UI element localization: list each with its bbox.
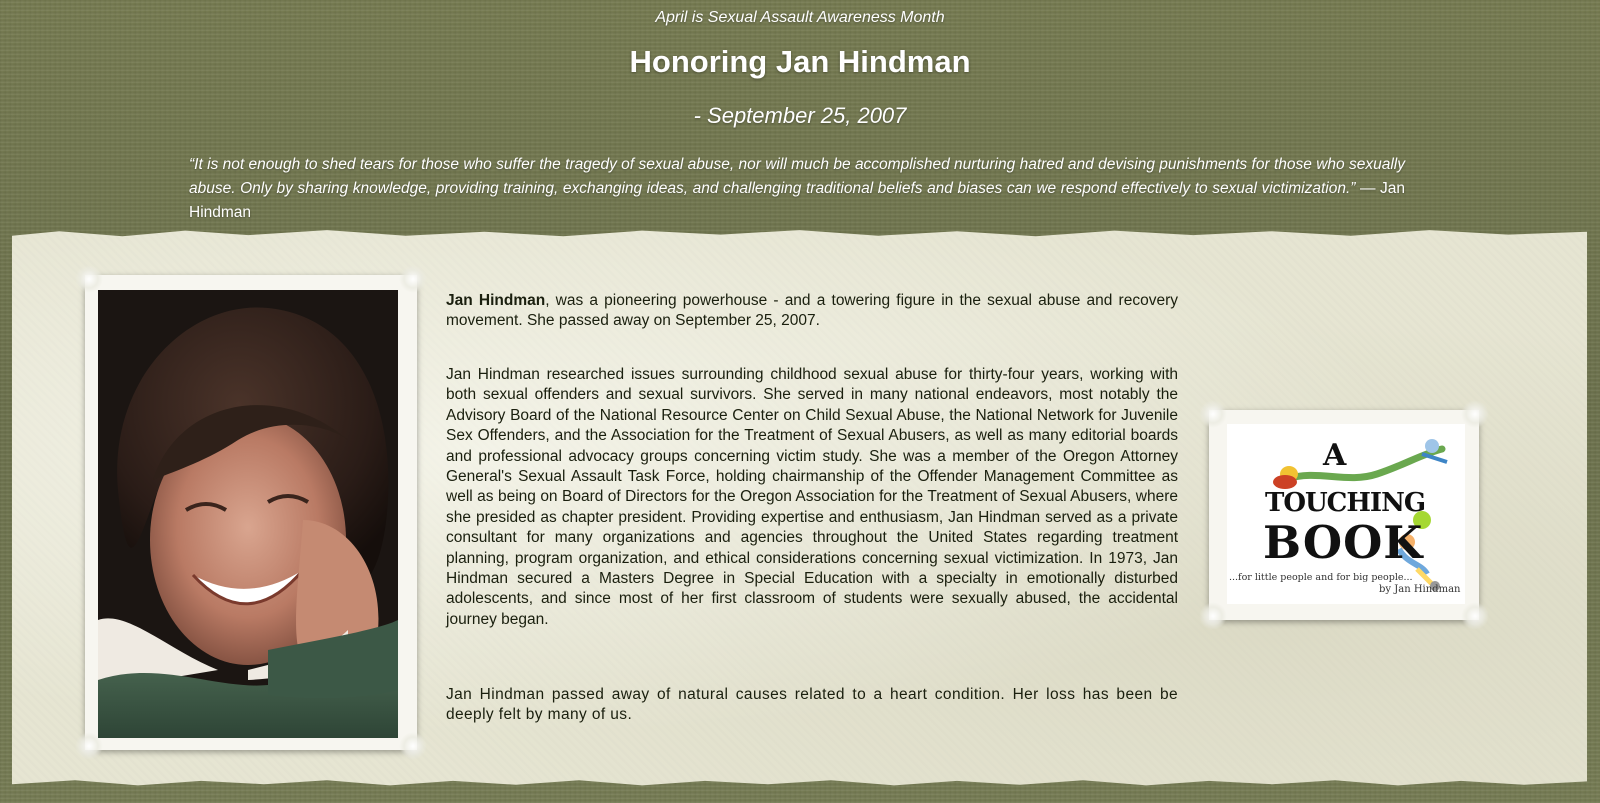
memorial-quote (189, 153, 1405, 225)
book-title-touching: TOUCHING (1265, 488, 1426, 518)
photo-corner (1461, 602, 1489, 630)
bio-name: Jan Hindman (446, 292, 546, 309)
photo-corner (1461, 400, 1489, 428)
photo-corner (75, 265, 103, 293)
book-title-book: BOOK (1263, 516, 1424, 569)
awareness-banner: April is Sexual Assault Awareness Month (655, 9, 945, 26)
book-author: by Jan Hindman (1379, 584, 1461, 595)
memorial-date: - September 25, 2007 (693, 103, 907, 128)
bio-paragraph-passing: Jan Hindman passed away of natural causes related to a heart condition. Her loss has been be deeply felt by many of us. (446, 686, 1178, 724)
photo-corner (1199, 602, 1227, 630)
bio-paragraph-intro (446, 291, 1178, 332)
portrait-photo-frame (85, 275, 417, 750)
book-title-a: A (1323, 438, 1347, 473)
jan-hindman-portrait (98, 290, 398, 738)
photo-corner (1199, 400, 1227, 428)
bio-intro-text: , was a pioneering powerhouse - and a towering figure in the sexual abuse and recovery movement. She passed away on September 25, 2007. (446, 292, 1178, 330)
photo-corner (399, 732, 427, 760)
photo-corner (399, 265, 427, 293)
book-tagline: ...for little people and for big people... (1229, 572, 1413, 583)
quote-text: “It is not enough to shed tears for those who suffer the tragedy of sexual abuse, nor will much be accomplished nurturing hatred and devising punishments for those who sexually abuse. Only by sharing knowledge, providing training, exchanging ideas, and challenging traditional beliefs and biases can we respond effectively to sexual victimization.” (189, 156, 1405, 197)
quote-attribution: — Jan Hindman (189, 180, 1405, 221)
portrait-illustration (98, 290, 398, 738)
page-title: Honoring Jan Hindman (629, 44, 971, 79)
bio-paragraph-career: Jan Hindman researched issues surrounding childhood sexual abuse for thirty-four years, working with both sexual offenders and sexual survivors. She served in many national endeavors, most notably the Advisory Board of the National Resource Center on Child Sexual Abuse, the National Network for Juvenile Sex Offenders, and the Association for the Treatment of Sexual Abusers, as well as many editorial boards and professional advocacy groups concerning victim study. She was a member of the Oregon Attorney General's Sexual Assault Task Force, holding chairmanship of the Offender Management Committee as well as being on Board of Directors for the Oregon Association for the Treatment of Sexual Abusers, where she presided as chapter president. Providing expertise and enthusiasm, Jan Hindman served as a private consultant for many organizations and agencies throughout the United States regarding treatment planning, program organization, and ethical considerations concerning sexual victimization. In 1973, Jan Hindman secured a Masters Degree in Special Education with a specialty in emotionally disturbed adolescents, and since most of her first classroom of students were sexually abused, the accidental journey began. (446, 366, 1178, 628)
book-cover-image (1227, 424, 1465, 604)
book-cover-frame (1209, 410, 1479, 620)
